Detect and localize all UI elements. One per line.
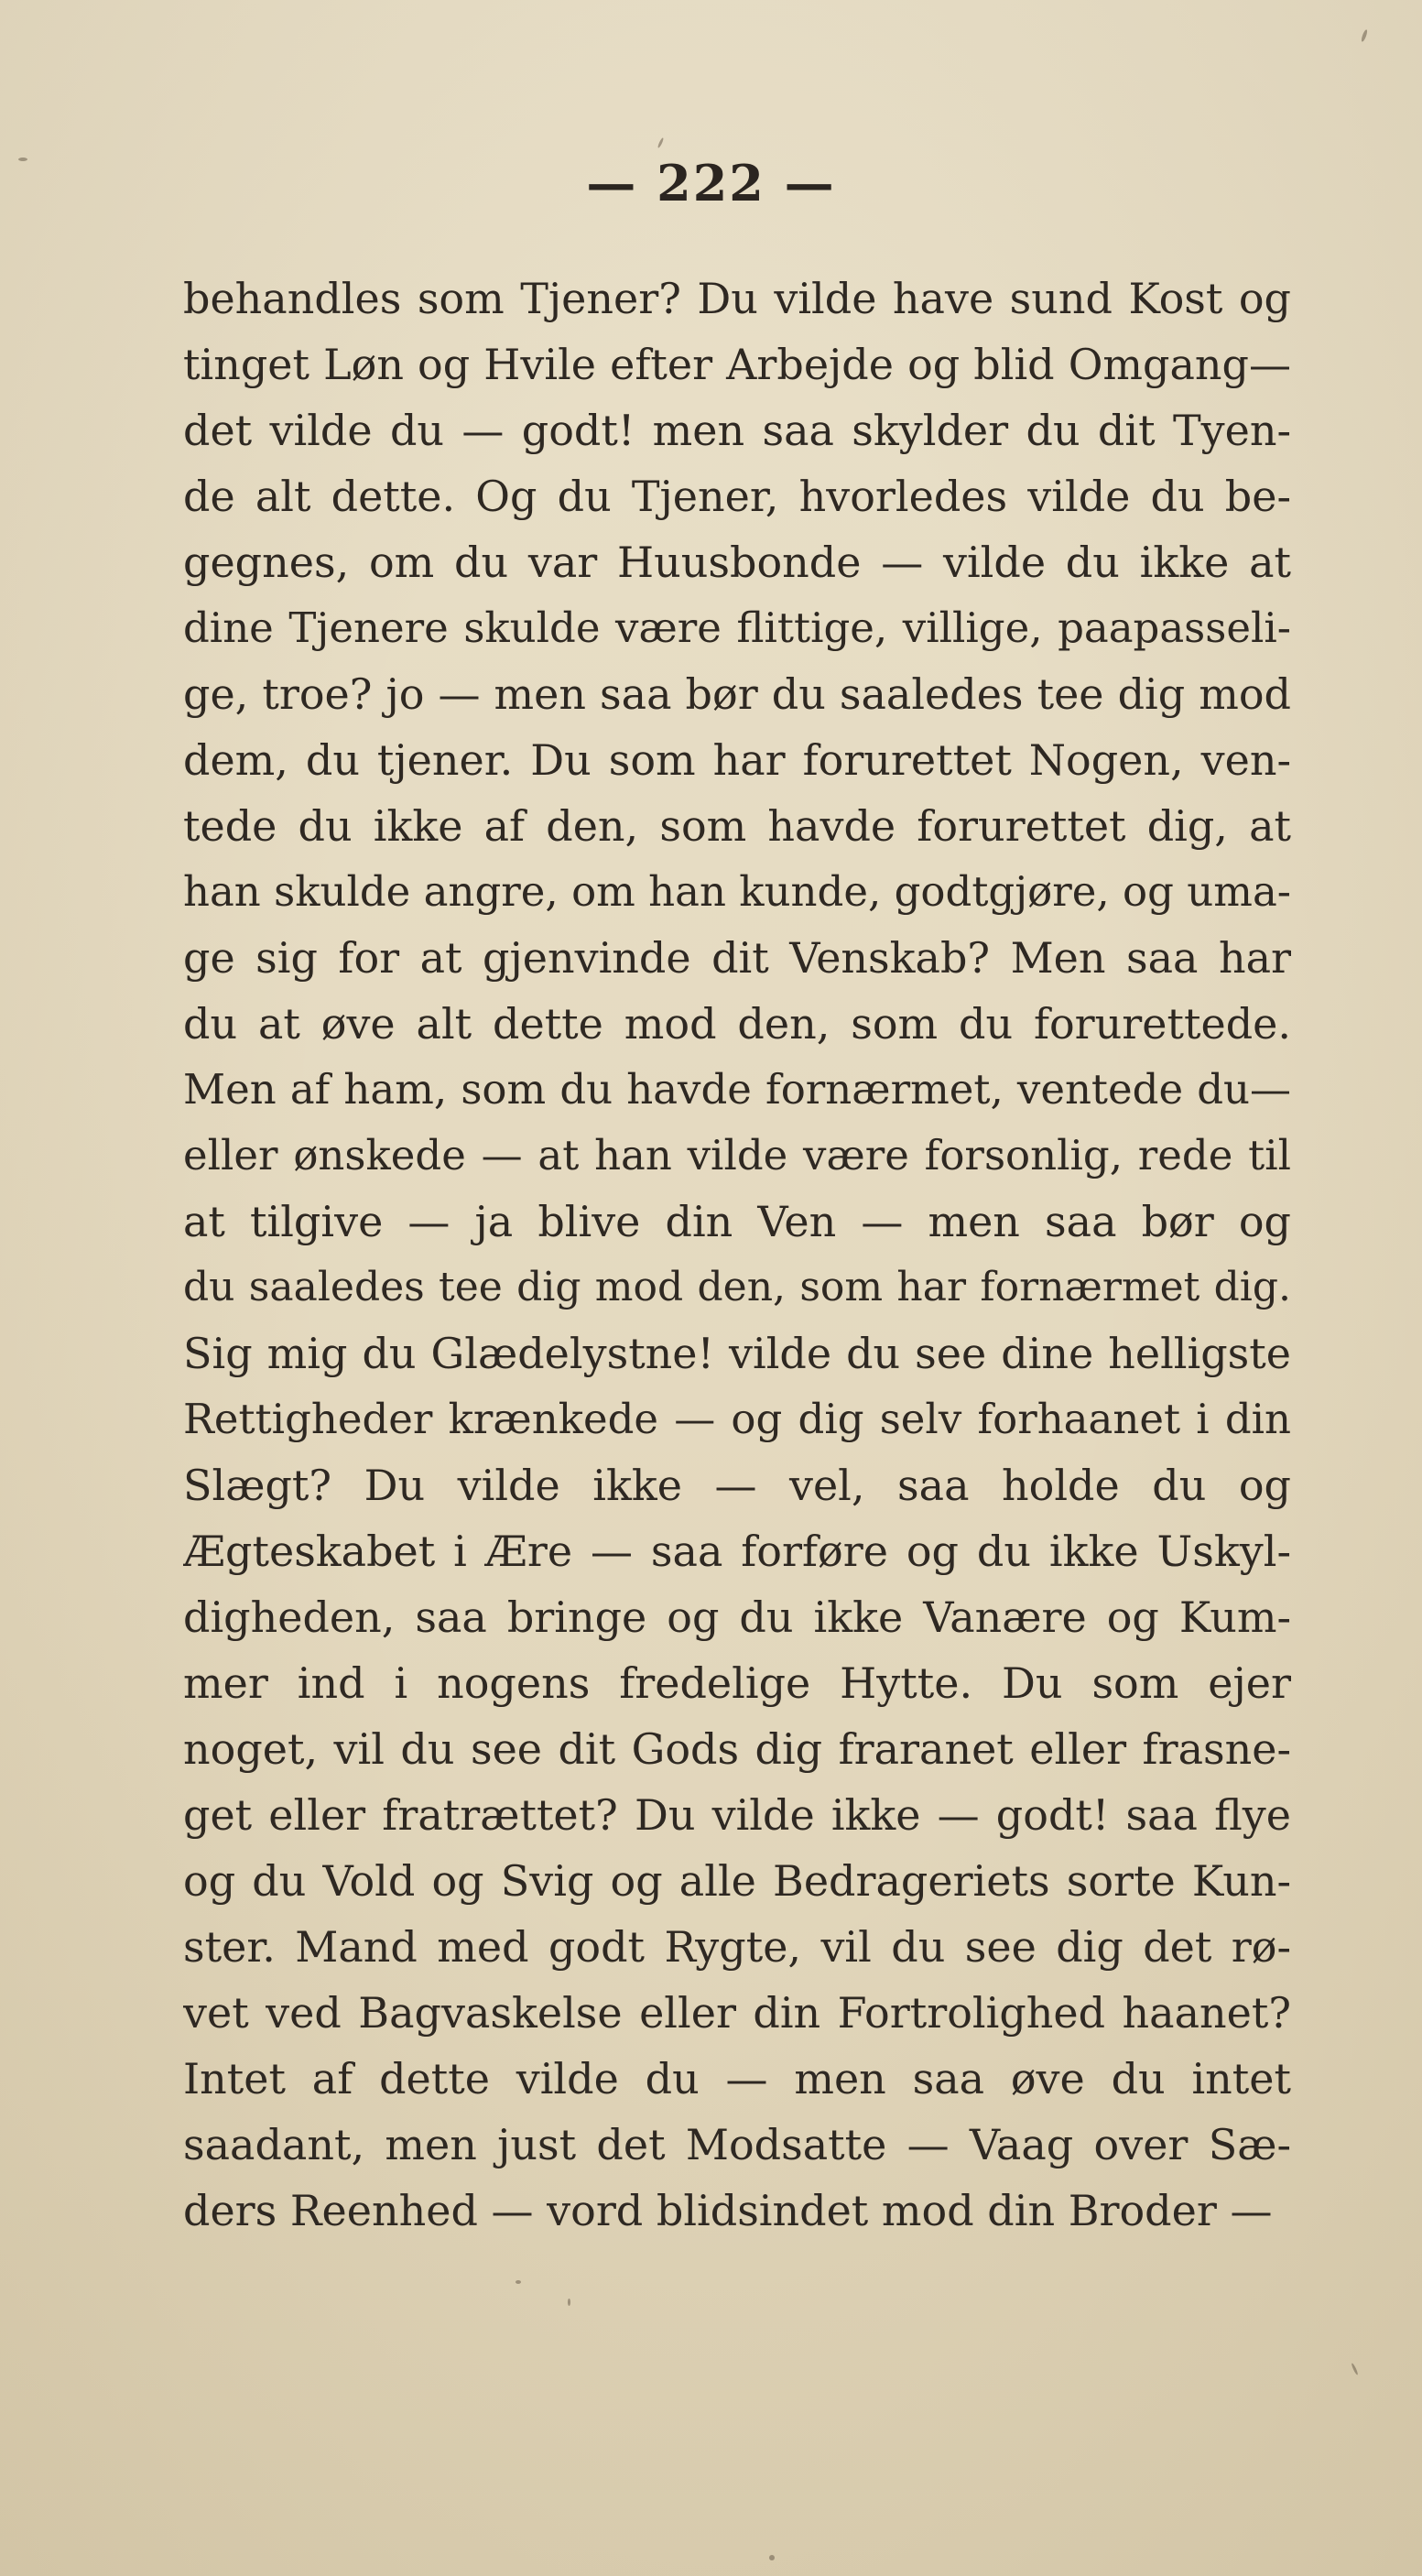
text-line: digheden, saa bringe og du ikke Vanære og Kum-: [183, 1592, 1291, 1642]
text-line: ders Reenhed — vord blidsindet mod din Broder —: [183, 2186, 1273, 2235]
text-line: det vilde du — godt! men saa skylder du dit Tyen-: [183, 406, 1291, 455]
text-line: ge sig for at gjenvinde dit Venskab? Men saa har: [183, 933, 1291, 983]
text-line: tede du ikke af den, som havde forurettet dig, at: [183, 801, 1291, 851]
text-line: Ægteskabet i Ære — saa forføre og du ikke Uskyl-: [183, 1527, 1291, 1576]
text-line: dem, du tjener. Du som har forurettet Nogen, ven-: [183, 735, 1291, 785]
text-line: ster. Mand med godt Rygte, vil du see dig det rø-: [183, 1922, 1291, 1972]
paper-speck: [568, 2299, 570, 2306]
paper-speck: [516, 2280, 521, 2284]
body-text: [183, 266, 1291, 2244]
paper-speck: [18, 158, 27, 161]
text-line: dine Tjenere skulde være flittige, villige, paapasseli-: [183, 603, 1291, 652]
paper-speck: [1351, 2363, 1359, 2375]
text-line: noget, vil du see dit Gods dig fraranet eller frasne-: [183, 1724, 1291, 1774]
text-line: og du Vold og Svig og alle Bedrageriets sorte Kun-: [183, 1856, 1291, 1906]
text-line: tinget Løn og Hvile efter Arbejde og blid Omgang—: [183, 340, 1291, 389]
paper-speck: [769, 2555, 775, 2560]
paper-speck: [657, 137, 665, 148]
text-line: at tilgive — ja blive din Ven — men saa bør og: [183, 1197, 1291, 1246]
paper-speck: [1361, 29, 1369, 43]
text-line: gegnes, om du var Huusbonde — vilde du ikke at: [183, 538, 1291, 587]
page-number: — 222 —: [586, 154, 836, 212]
text-line: saadant, men just det Modsatte — Vaag over Sæ-: [183, 2120, 1291, 2169]
text-line: han skulde angre, om han kunde, godtgjøre, og uma-: [183, 867, 1291, 916]
text-line: Sig mig du Glædelystne! vilde du see dine helligste: [183, 1329, 1291, 1378]
text-line: du saaledes tee dig mod den, som har fornærmet dig.: [183, 1264, 1291, 1310]
text-line: ge, troe? jo — men saa bør du saaledes tee dig mod: [183, 669, 1291, 719]
text-line: Intet af dette vilde du — men saa øve du intet: [183, 2054, 1291, 2103]
text-line: Men af ham, som du havde fornærmet, ventede du—: [183, 1065, 1291, 1114]
text-line: behandles som Tjener? Du vilde have sund Kost og: [183, 274, 1291, 323]
text-line: mer ind i nogens fredelige Hytte. Du som ejer: [183, 1658, 1291, 1708]
text-line: de alt dette. Og du Tjener, hvorledes vilde du be-: [183, 472, 1291, 521]
text-line: Slægt? Du vilde ikke — vel, saa holde du og: [183, 1461, 1291, 1510]
text-line: get eller fratrættet? Du vilde ikke — godt! saa flye: [183, 1790, 1291, 1840]
text-line: du at øve alt dette mod den, som du forurettede.: [183, 999, 1291, 1049]
text-line: Rettigheder krænkede — og dig selv forhaanet i din: [183, 1395, 1291, 1443]
text-line: eller ønskede — at han vilde være forsonlig, rede til: [183, 1131, 1291, 1179]
text-line: vet ved Bagvaskelse eller din Fortrolighed haanet?: [183, 1988, 1291, 2038]
